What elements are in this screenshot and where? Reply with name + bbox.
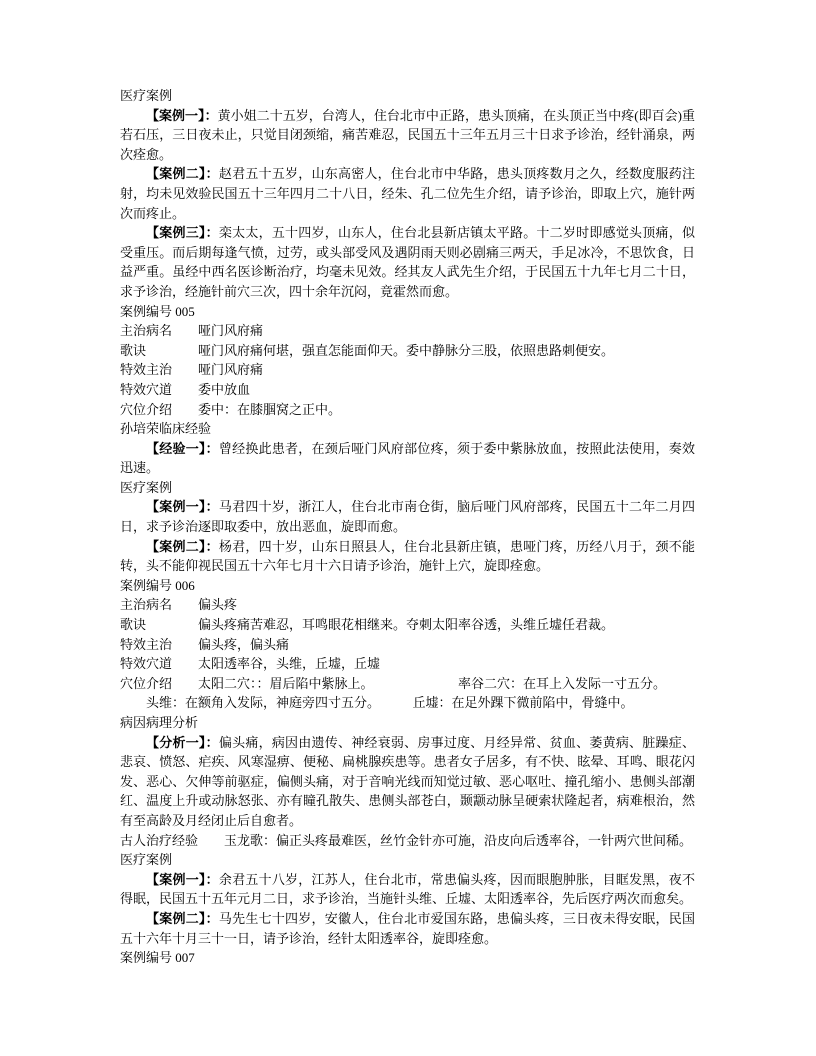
text-line bbox=[120, 419, 695, 439]
paragraph-text: 孙培荣临床经验 bbox=[120, 421, 212, 437]
paragraph-text: 马先生七十四岁，安徽人，住台北市爱国东路，患偏头疼，三日夜未得安眠，民国五十六年十月三十一日，请予诊治，经针太阳透率谷，旋即痊愈。 bbox=[120, 910, 695, 946]
paragraph-text: 医疗案例 bbox=[120, 852, 173, 868]
paragraph-text: 歌诀 偏头疼痛苦难忍，耳鸣眼花相继来。夺刺太阳率谷透，头维丘墟任君裁。 bbox=[120, 617, 615, 633]
paragraph-text: 特效主治 哑门风府痛 bbox=[120, 362, 264, 378]
paragraph-text: 穴位介绍 委中：在膝腘窝之正中。 bbox=[120, 401, 342, 417]
case-paragraph bbox=[120, 164, 695, 223]
paragraph-text: 案例编号 007 bbox=[120, 950, 195, 966]
case-marker: 【案例一】： bbox=[146, 499, 219, 515]
text-line bbox=[120, 693, 695, 713]
text-line bbox=[120, 576, 695, 596]
text-line bbox=[120, 635, 695, 655]
text-line bbox=[120, 302, 695, 322]
document-body bbox=[120, 86, 695, 968]
text-line bbox=[120, 321, 695, 341]
text-line bbox=[120, 850, 695, 870]
paragraph-text: 特效穴道 太阳透率谷，头维，丘墟，丘墟 bbox=[120, 656, 381, 672]
paragraph-text: 医疗案例 bbox=[120, 479, 173, 495]
paragraph-text: 案例编号 006 bbox=[120, 577, 195, 593]
text-line bbox=[120, 478, 695, 498]
text-line bbox=[120, 360, 695, 380]
paragraph-text: 杨君，四十岁，山东日照县人，住台北县新庄镇，患哑门疼，历经八月于，颈不能转，头不能仰视民国五十六年七月十六日请予诊治，施针上穴，旋即痊愈。 bbox=[120, 538, 695, 574]
paragraph-text: 黄小姐二十五岁，台湾人，住台北市中正路，患头顶痛，在头顶正当中疼(即百会)重若石压，三日夜未止，只觉目闭颈缩，痛苦难忍，民国五十三年五月三十日求予诊治，经针涌泉，两次痊愈。 bbox=[120, 107, 695, 162]
case-paragraph bbox=[120, 439, 695, 478]
paragraph-text: 主治病名 偏头疼 bbox=[120, 597, 238, 613]
case-paragraph bbox=[120, 497, 695, 536]
paragraph-text: 偏头痛，病因由遗传、神经衰弱、房事过度、月经异常、贫血、萎黄病、脏躁症、悲哀、愤怒、疟疾、风寒湿痹、便秘、扁桃腺疾患等。患者女子居多，有不快、眩晕、耳鸣、眼花闪发、恶心、欠伸等前驱症，偏侧头痛，对于音响光线而知觉过敏、恶心呕吐、撞孔缩小、患侧头部潮红、温度上升或动脉怒张、亦有瞳孔散失、患侧头部苍白，颞颥动脉呈硬索状隆起者，病难根治，然有至高龄及月经闭止后自愈者。 bbox=[120, 734, 695, 828]
case-marker: 【经验一】： bbox=[146, 440, 219, 456]
paragraph-text: 穴位介绍 太阳二穴：：眉后陷中紫脉上。 率谷二穴：在耳上入发际一寸五分。 bbox=[120, 675, 667, 691]
case-marker: 【案例二】： bbox=[146, 166, 219, 182]
case-marker: 【案例三】： bbox=[146, 225, 219, 241]
case-marker: 【案例一】： bbox=[146, 871, 219, 887]
text-line bbox=[120, 341, 695, 361]
paragraph-text: 余君五十八岁，江苏人，住台北市，常患偏头疼，因而眼胞肿胀，目眶发黑，夜不得眠，民国五十五年元月二日，求予诊治，当施针头维、丘墟、太阳透率谷，先后医疗两次而愈矣。 bbox=[120, 871, 695, 907]
paragraph-text: 头维：在额角入发际，神庭旁四寸五分。 丘墟：在足外踝下微前陷中，骨缝中。 bbox=[120, 695, 634, 711]
text-line bbox=[120, 654, 695, 674]
text-line bbox=[120, 713, 695, 733]
case-paragraph bbox=[120, 537, 695, 576]
case-paragraph bbox=[120, 733, 695, 831]
paragraph-text: 医疗案例 bbox=[120, 88, 173, 103]
paragraph-text: 古人治疗经验 玉龙歌：偏正头疼最难医，丝竹金针亦可施，沿皮向后透率谷，一针两穴世间稀。 bbox=[120, 832, 693, 848]
case-paragraph bbox=[120, 909, 695, 948]
case-paragraph bbox=[120, 870, 695, 909]
paragraph-text: 主治病名 哑门风府痛 bbox=[120, 323, 264, 339]
text-line bbox=[120, 674, 695, 694]
paragraph-text: 赵君五十五岁，山东高密人，住台北市中华路，患头顶疼数月之久，经数度服药注射，均未见效验民国五十三年四月二十八日，经朱、孔二位先生介绍，请予诊治，即取上穴，施针两次而疼止。 bbox=[120, 166, 695, 221]
paragraph-text: 曾经换此患者，在颈后哑门风府部位疼，须于委中紫脉放血，按照此法使用，奏效迅速。 bbox=[120, 440, 695, 476]
paragraph-text: 栾太太，五十四岁，山东人，住台北县新店镇太平路。十二岁时即感觉头顶痛，似受重压。而后期每逢气愤，过劳，或头部受风及遇阴雨天则必剧痛三两天，手足冰冷，不思饮食，日益严重。虽经中西名医诊断治疗，均毫未见效。经其友人武先生介绍，于民国五十九年七月二十日，求予诊治，经施针前穴三次，四十余年沉闷，竟霍然而愈。 bbox=[120, 225, 695, 299]
paragraph-text: 特效穴道 委中放血 bbox=[120, 381, 251, 397]
case-marker: 【案例一】： bbox=[146, 107, 218, 123]
text-line bbox=[120, 595, 695, 615]
case-marker: 【案例二】： bbox=[146, 910, 219, 926]
text-line bbox=[120, 86, 695, 106]
paragraph-text: 案例编号 005 bbox=[120, 303, 195, 319]
paragraph-text: 马君四十岁，浙江人，住台北市南仓街，脑后哑门风府部疼，民国五十二年二月四日，求予诊治逐即取委中，放出恶血，旋即而愈。 bbox=[120, 499, 695, 535]
case-marker: 【案例二】： bbox=[146, 538, 219, 554]
text-line bbox=[120, 380, 695, 400]
case-marker: 【分析一】： bbox=[146, 734, 219, 750]
text-line bbox=[120, 948, 695, 968]
paragraph-text: 病因病理分析 bbox=[120, 715, 199, 730]
paragraph-text: 特效主治 偏头疼，偏头痛 bbox=[120, 636, 290, 652]
case-paragraph bbox=[120, 223, 695, 301]
text-line bbox=[120, 615, 695, 635]
text-line bbox=[120, 831, 695, 851]
paragraph-text: 歌诀 哑门风府痛何堪，强直怎能面仰天。委中静脉分三股，依照患路刺便安。 bbox=[120, 342, 615, 358]
text-line bbox=[120, 400, 695, 420]
case-paragraph bbox=[120, 106, 695, 165]
